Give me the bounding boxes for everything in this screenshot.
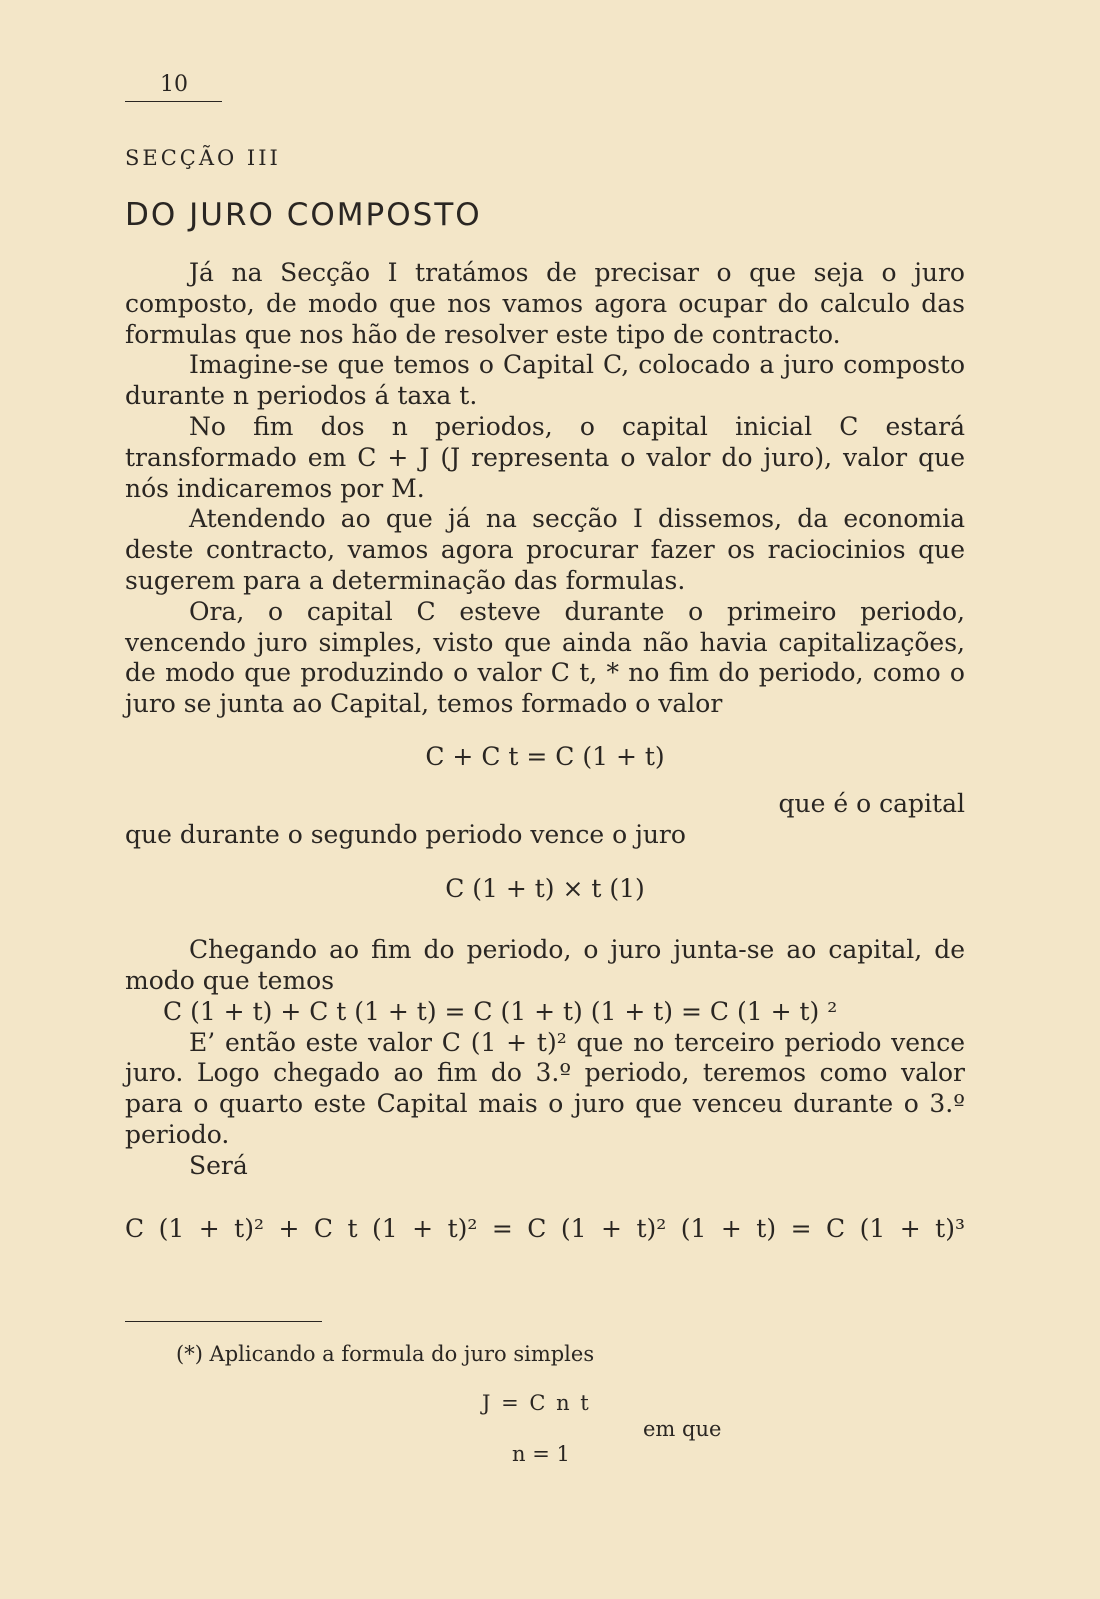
page-number-rule (125, 101, 222, 102)
section-label: SECÇÃO III (125, 146, 281, 170)
chapter-title: DO JURO COMPOSTO (125, 197, 482, 233)
equation-4: C (1 + t)² + C t (1 + t)² = C (1 + t)² (1 + t) = C (1 + t)³ (125, 1213, 965, 1243)
footnote-rule (125, 1321, 322, 1322)
equation-3: C (1 + t) + C t (1 + t) = C (1 + t) (1 + t) = C (1 + t) ² (163, 996, 838, 1026)
paragraph-8: E’ então este valor C (1 + t)² que no terceiro periodo vence juro. Logo chegado ao fim do 3.º periodo, teremos como valor para o quarto este Capital mais o juro que venceu durante o 3.º periodo. (125, 1027, 965, 1149)
footnote-equation-1: J = C n t (482, 1391, 591, 1415)
paragraph-9: Será (189, 1150, 248, 1180)
paragraph-4: Atendendo ao que já na secção I dissemos, da economia deste contracto, vamos agora procurar fazer os raciocinios que sugerem para a determinação das formulas. (125, 504, 965, 595)
footnote-equation-2: n = 1 (512, 1442, 570, 1466)
paragraph-7: Chegando ao fim do periodo, o juro junta-se ao capital, de modo que temos (125, 935, 965, 995)
footnote-connector: em que (643, 1417, 722, 1441)
paragraph-5: Ora, o capital C esteve durante o primeiro periodo, vencendo juro simples, visto que ainda não havia capitalizações, de modo que produzindo o valor C t, * no fim do periodo, como o juro se junta ao Capital, temos formado o valor (125, 596, 965, 719)
paragraph-2: Imagine-se que temos o Capital C, colocado a juro composto durante n periodos á taxa t. (125, 350, 965, 411)
equation-2: C (1 + t) × t (1) (445, 874, 645, 904)
page-number: 10 (160, 72, 188, 97)
body-text (125, 258, 965, 1244)
equation-1: C + C t = C (1 + t) (425, 741, 665, 771)
paragraph-3: No fim dos n periodos, o capital inicial C estará transformado em C + J (J representa o valor do juro), valor que nós indicaremos por M. (125, 411, 965, 503)
footnote-text: (*) Aplicando a formula do juro simples (176, 1342, 595, 1366)
equation-1-continuation: que é o capital (778, 788, 965, 818)
paragraph-6: que durante o segundo periodo vence o juro (125, 819, 686, 849)
paragraph-1: Já na Secção I tratámos de precisar o que seja o juro composto, de modo que nos vamos agora ocupar do calculo das formulas que nos hão de resolver este tipo de contracto. (125, 258, 965, 349)
